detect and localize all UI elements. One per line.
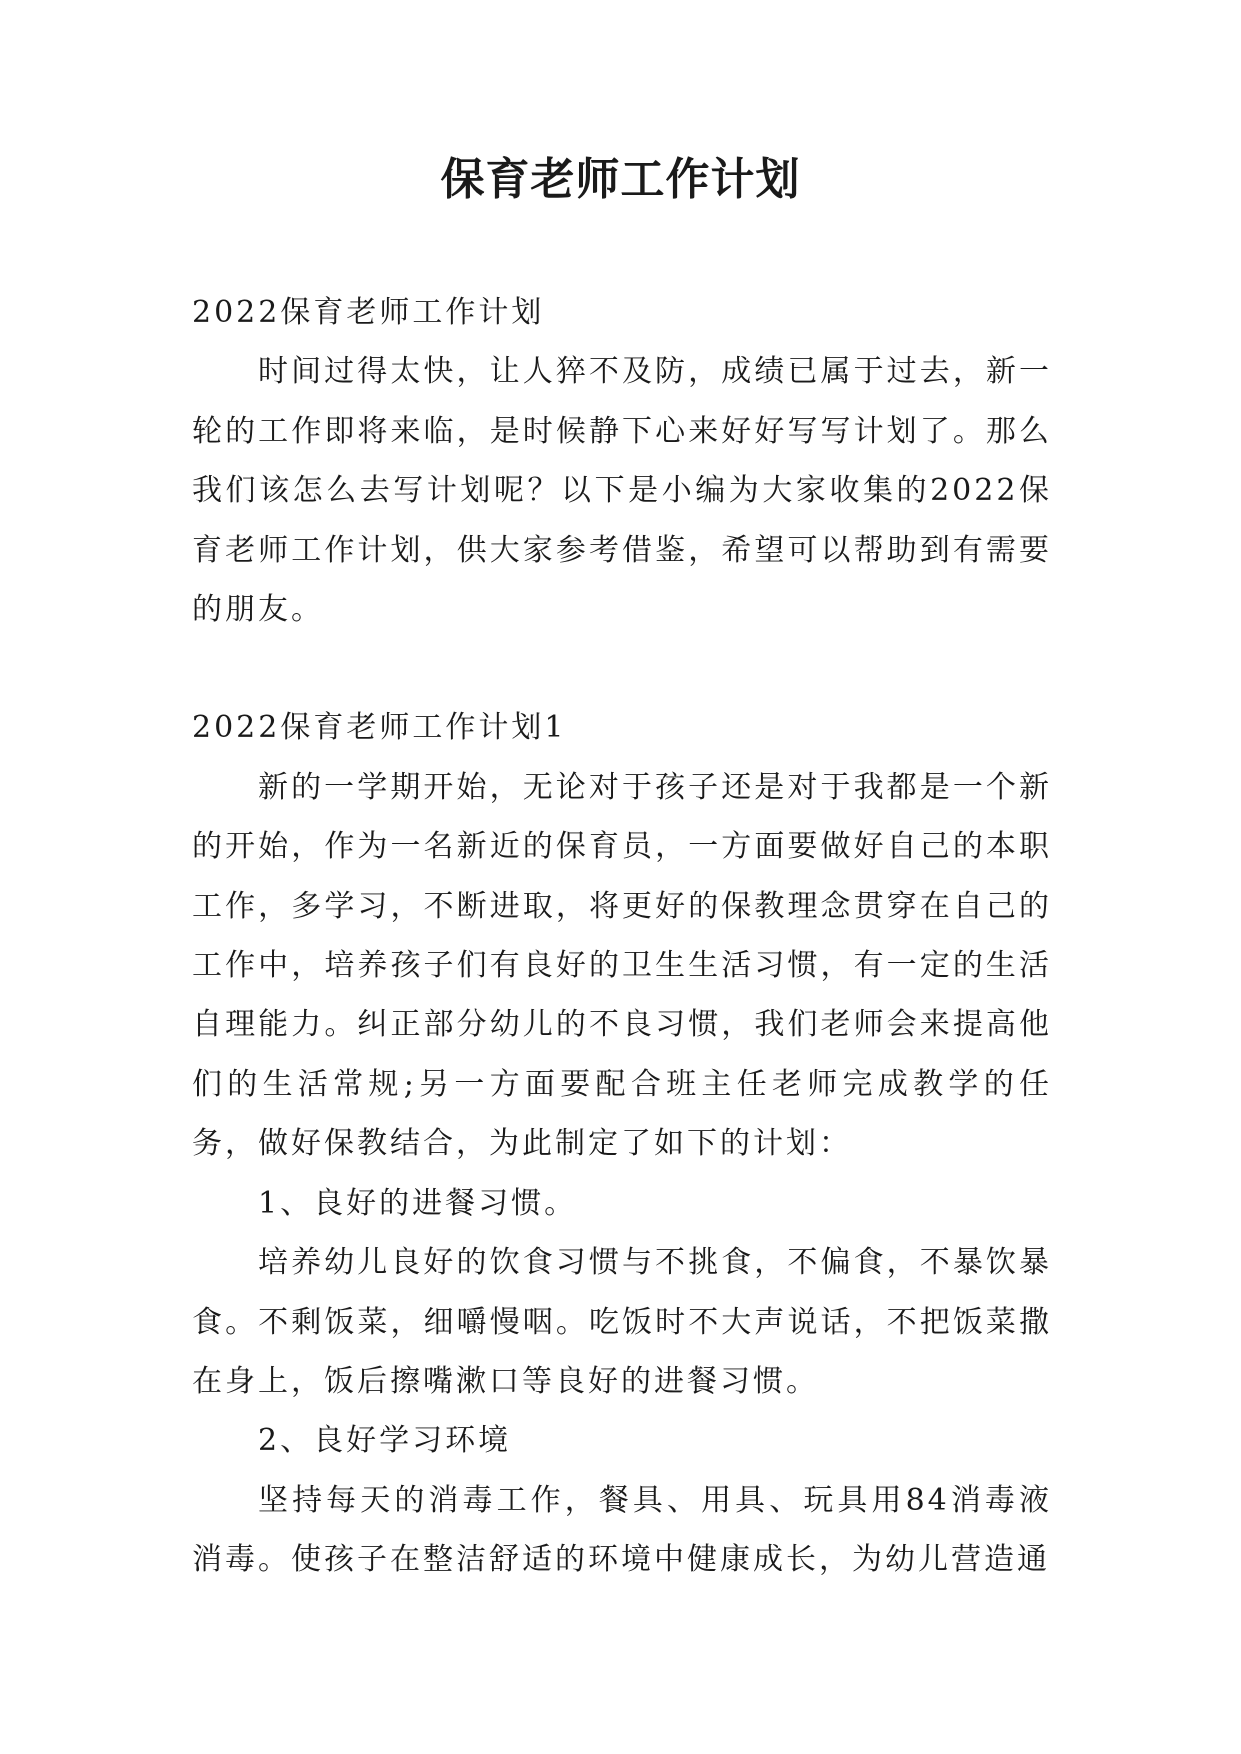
paragraph-spacer bbox=[192, 639, 1052, 698]
item-heading: 1、良好的进餐习惯。 bbox=[258, 1185, 578, 1221]
document-body bbox=[192, 283, 1052, 1590]
section-heading: 2022保育老师工作计划1 bbox=[192, 710, 567, 746]
item-paragraph: 培养幼儿良好的饮食习惯与不挑食，不偏食，不暴饮暴食。不剩饭菜，细嚼慢咽。吃饭时不大声说话，不把饭菜撒在身上，饭后擦嘴漱口等良好的进餐习惯。 bbox=[192, 1245, 1052, 1399]
item-paragraph: 坚持每天的消毒工作，餐具、用具、玩具用84消毒液消毒。使孩子在整洁舒适的环境中健康成长，为幼儿营造通 bbox=[192, 1482, 1052, 1578]
intro-heading: 2022保育老师工作计划 bbox=[192, 295, 545, 330]
section-paragraph: 新的一学期开始，无论对于孩子还是对于我都是一个新的开始，作为一名新近的保育员，一方面要做好自己的本职工作，多学习，不断进取，将更好的保教理念贯穿在自己的工作中，培养孩子们有良好的卫生生活习惯，有一定的生活自理能力。纠正部分幼儿的不良习惯，我们老师会来提高他们的生活常规;另一方面要配合班主任老师完成教学的任务，做好保教结合，为此制定了如下的计划： bbox=[192, 769, 1052, 1162]
item-heading: 2、良好学习环境 bbox=[258, 1423, 512, 1459]
document-title: 保育老师工作计划 bbox=[440, 154, 801, 205]
intro-paragraph: 时间过得太快，让人猝不及防，成绩已属于过去，新一轮的工作即将来临，是时候静下心来好好写写计划了。那么我们该怎么去写计划呢？以下是小编为大家收集的2022保育老师工作计划，供大家参考借鉴，希望可以帮助到有需要的朋友。 bbox=[192, 354, 1052, 628]
